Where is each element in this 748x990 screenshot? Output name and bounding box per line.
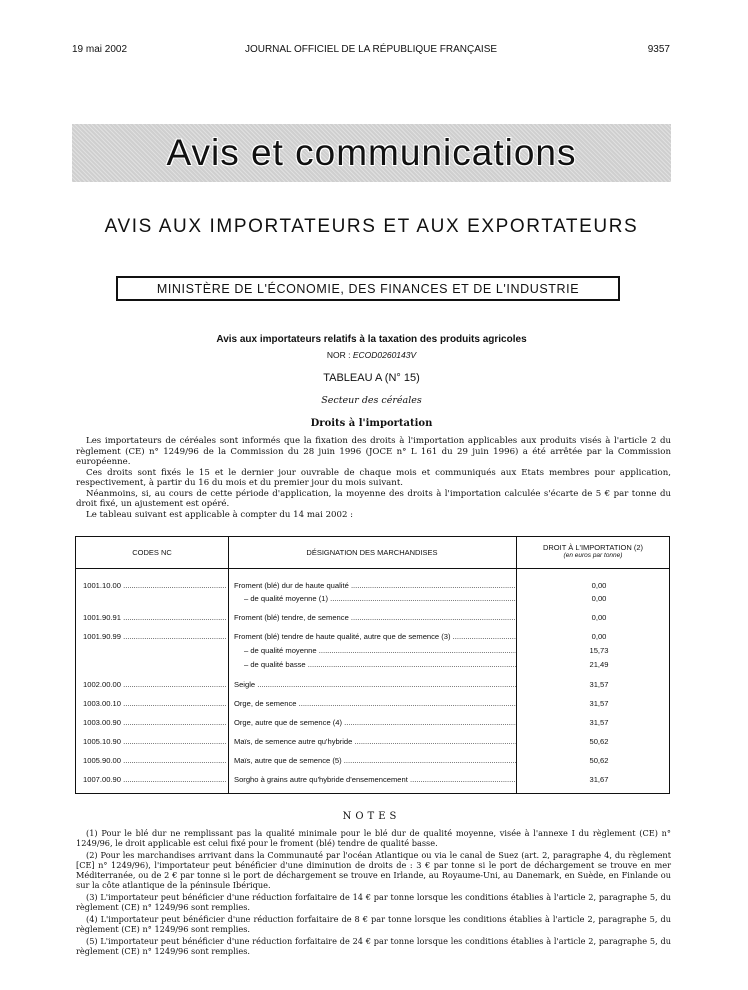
table-row: [76, 581, 669, 593]
tableau-title: TABLEAU A (N° 15): [323, 372, 420, 384]
notes-title: NOTES: [342, 811, 401, 822]
ministry-name: MINISTÈRE DE L'ÉCONOMIE, DES FINANCES ET DE L'INDUSTRIE: [156, 281, 580, 296]
row-value: 31,57: [589, 718, 609, 727]
banner-title: Avis et communications: [166, 132, 577, 173]
row-designation: Froment (blé) tendre de haute qualité, autre que de semence (3) .....: [234, 632, 516, 641]
table-row: [76, 632, 669, 644]
note: (3) L'importateur peut bénéficier d'une réduction forfaitaire de 14 € par tonne lorsque les conditions établies à l'article 2, paragraphe 5, du règlement (CE) n° 1249/96 sont remplies.: [76, 892, 671, 912]
row-designation: – de qualité moyenne (1) .....: [244, 594, 516, 603]
row-designation: Froment (blé) tendre, de semence .....: [234, 613, 516, 622]
col-header-droit-unit: (en euros par tonne): [563, 552, 623, 559]
col-header-designation: DÉSIGNATION DES MARCHANDISES: [306, 548, 438, 557]
col-header-droit-label: DROIT À L'IMPORTATION (2): [542, 543, 644, 552]
header-page-number: 9357: [647, 44, 670, 55]
table-row: [76, 613, 669, 625]
row-value: 0,00: [591, 594, 607, 603]
paragraph: Les importateurs de céréales sont informés que la fixation des droits à l'importation applicables aux produits visés à l'article 2 du règlement (CE) n° 1249/96 de la Commission du 28 juin 1996 (JOCE n° L 161 du 29 juin 1996) a été arrêtée par la Commission européenne.: [76, 436, 671, 467]
droits-heading: Droits à l'importation: [310, 418, 433, 429]
ministry-box: [116, 276, 620, 301]
table-row: [76, 594, 669, 606]
row-code: 1003.00.10 .....: [83, 699, 227, 708]
row-value: 21,49: [589, 660, 609, 669]
header-divider: [76, 568, 669, 569]
paragraph: Le tableau suivant est applicable à compter du 14 mai 2002 :: [86, 509, 354, 520]
table-row: [76, 699, 669, 711]
paragraph: Ces droits sont fixés le 15 et le dernier jour ouvrable de chaque mois et communiqués aux Etats membres pour application, respectivement, à partir du 16 du mois et du premier jour du mois suivant.: [76, 467, 671, 488]
row-code: 1001.90.91 .....: [83, 613, 227, 622]
table-row: [76, 775, 669, 787]
row-value: 31,57: [589, 699, 609, 708]
table-row: [76, 718, 669, 730]
row-code: 1005.90.00 .....: [83, 756, 227, 765]
table-row: [76, 756, 669, 768]
nor-reference: [72, 350, 671, 360]
note: (4) L'importateur peut bénéficier d'une réduction forfaitaire de 8 € par tonne lorsque les conditions établies à l'article 2, paragraphe 5, du règlement (CE) n° 1249/96 sont remplies.: [76, 914, 671, 934]
row-value: 0,00: [591, 581, 607, 590]
row-value: 31,67: [589, 775, 609, 784]
row-value: 50,62: [589, 756, 609, 765]
row-code: 1005.10.90 .....: [83, 737, 227, 746]
notice-title: Avis aux importateurs relatifs à la taxation des produits agricoles: [216, 334, 527, 345]
row-designation: – de qualité basse .....: [244, 660, 516, 669]
note: (2) Pour les marchandises arrivant dans la Communauté par l'océan Atlantique ou via le canal de Suez (art. 2, paragraphe 4, du règlement [CE] n° 1249/96), l'importateur peut bénéficier d'une diminution de droits de : 3 € par tonne si le port de déchargement se trouve en mer Méditerranée, ou de 2 € par tonne si le port de déchargement se trouve en Irlande, au Royaume-Uni, au Danemark, en Suède, en Finlande ou sur la côte atlantique de la péninsule Ibérique.: [76, 850, 671, 890]
table-row: [76, 646, 669, 658]
row-value: 50,62: [589, 737, 609, 746]
note: (1) Pour le blé dur ne remplissant pas la qualité minimale pour le blé dur de qualité moyenne, visée à l'annexe I du règlement (CE) n° 1249/96, le droit applicable est celui fixé pour le froment (blé) tendre de qualité basse.: [76, 828, 671, 848]
row-code: 1002.00.00 .....: [83, 680, 227, 689]
row-designation: Froment (blé) dur de haute qualité .....: [234, 581, 516, 590]
row-designation: Maïs, de semence autre qu'hybride .....: [234, 737, 516, 746]
table-row: [76, 680, 669, 692]
row-designation: Seigle .....: [234, 680, 516, 689]
col-header-codes: CODES NC: [132, 548, 172, 557]
row-value: 15,73: [589, 646, 609, 655]
row-code: 1001.10.00 .....: [83, 581, 227, 590]
header-date: 19 mai 2002: [72, 44, 128, 55]
header-journal: JOURNAL OFFICIEL DE LA RÉPUBLIQUE FRANÇAISE: [244, 44, 498, 55]
sector-subtitle: Secteur des céréales: [321, 395, 422, 406]
row-designation: Orge, de semence .....: [234, 699, 516, 708]
section-title: AVIS AUX IMPORTATEURS ET AUX EXPORTATEURS: [104, 216, 639, 237]
row-designation: Sorgho à grains autre qu'hybride d'ensemencement .....: [234, 775, 516, 784]
row-value: 0,00: [591, 632, 607, 641]
row-value: 0,00: [591, 613, 607, 622]
row-designation: Maïs, autre que de semence (5) .....: [234, 756, 516, 765]
table-row: [76, 660, 669, 672]
notice-body: [76, 436, 671, 520]
page-header: [72, 44, 670, 58]
table-row: [76, 737, 669, 749]
note: (5) L'importateur peut bénéficier d'une réduction forfaitaire de 24 € par tonne lorsque les conditions établies à l'article 2, paragraphe 5, du règlement (CE) n° 1249/96 sont remplies.: [76, 936, 671, 956]
paragraph: Néanmoins, si, au cours de cette période d'application, la moyenne des droits à l'importation calculée s'écarte de 5 € par tonne du droit fixé, un ajustement est opéré.: [76, 488, 671, 509]
nor-value: ECOD0260143V: [352, 350, 417, 360]
row-code: 1001.90.99 .....: [83, 632, 227, 641]
notes-section: [76, 828, 671, 958]
row-designation: – de qualité moyenne .....: [244, 646, 516, 655]
nor-label: NOR :: [326, 350, 351, 360]
row-value: 31,57: [589, 680, 609, 689]
row-code: 1007.00.90 .....: [83, 775, 227, 784]
row-code: 1003.00.90 .....: [83, 718, 227, 727]
duties-table: [75, 536, 670, 794]
row-designation: Orge, autre que de semence (4) .....: [234, 718, 516, 727]
col-header-droit: [516, 543, 670, 559]
section-banner: [72, 124, 671, 182]
